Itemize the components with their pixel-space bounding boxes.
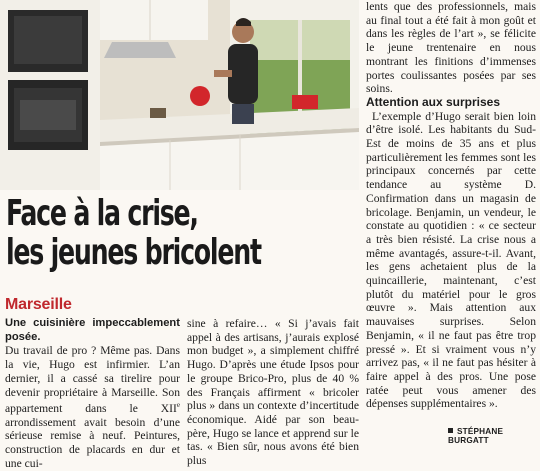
headline [6, 194, 360, 272]
column-1-text-cont: arrondissement avait besoin d’une sérieuse remise à neuf. Peintures, construction de placards en dur et une cui- [5, 415, 180, 470]
article-column-1 [5, 317, 180, 471]
column-3-body-text: L’exemple d’Hugo serait bien loin d’être isolé. Les habitants du Sud-Est de moins de 35 ans et plus particulièrement les femmes sont les principaux concernés par cette tendance au système D. Confirmation dans un magasin de bricolage. Benjamin, un vendeur, le constate au quotidien : « ce secteur a très bien résisté. La crise nous a même avantagés, assure-t-il. Avant, les gens achetaient plus de la quincaillerie, maintenant, c’est plutôt du matériel pour le gros œuvre ». Mais attention aux mauvaises surprises. Selon Benjamin, « il ne faut pas être trop pressé ». Et si vraiment vous n’y arrivez pas, « il ne faut pas hésiter à faire appel à des pros. Une pose ratée peut vous amener des dépenses supplémentaires ». [366, 109, 536, 411]
kitchen-photo [0, 0, 359, 190]
column-1-sup: e [176, 401, 180, 410]
subheading: Attention aux surprises [366, 94, 501, 109]
article-column-3 [366, 0, 536, 411]
headline-line-2: les jeunes bricolent [6, 232, 261, 273]
author-name: STÉPHANE BURGATT [448, 427, 504, 445]
column-1-text: Du travail de pro ? Même pas. Dans la vie, Hugo est infirmier. L’an dernier, il a cassé sa tirelire pour devenir propriétaire à Marseille. Son appartement dans le XII [5, 344, 180, 416]
dateline-city: Marseille [5, 296, 72, 313]
signature-square-icon [448, 428, 453, 433]
photo-caption-lead: Une cuisinière impeccablement posée. [5, 317, 180, 343]
column-2-text: sine à refaire… « Si j’avais fait appel à des artisans, j’aurais explosé mon budget », a simplement chiffré Hugo. D’après une étude Ipsos pour le groupe Brico-Pro, plus de 40 % des Français affirment « bricoler plus » dans un contexte d’incertitude économique. Aidé par son beau-père, Hugo se lance et apprend sur le tas. « Bien sûr, nous avons été bien plus [187, 317, 359, 468]
kitchen-photo-illustration [0, 0, 359, 190]
author-signature [448, 427, 540, 445]
article-column-2 [187, 317, 359, 468]
column-3-top-text: lents que des professionnels, mais au final tout a été fait à mon goût et dans les règles de l’art », se félicite le jeune trentenaire en nous montrant les finitions d’immenses portes coulissantes posées par ses soins. [366, 0, 536, 96]
headline-line-1: Face à la crise, [6, 193, 198, 234]
